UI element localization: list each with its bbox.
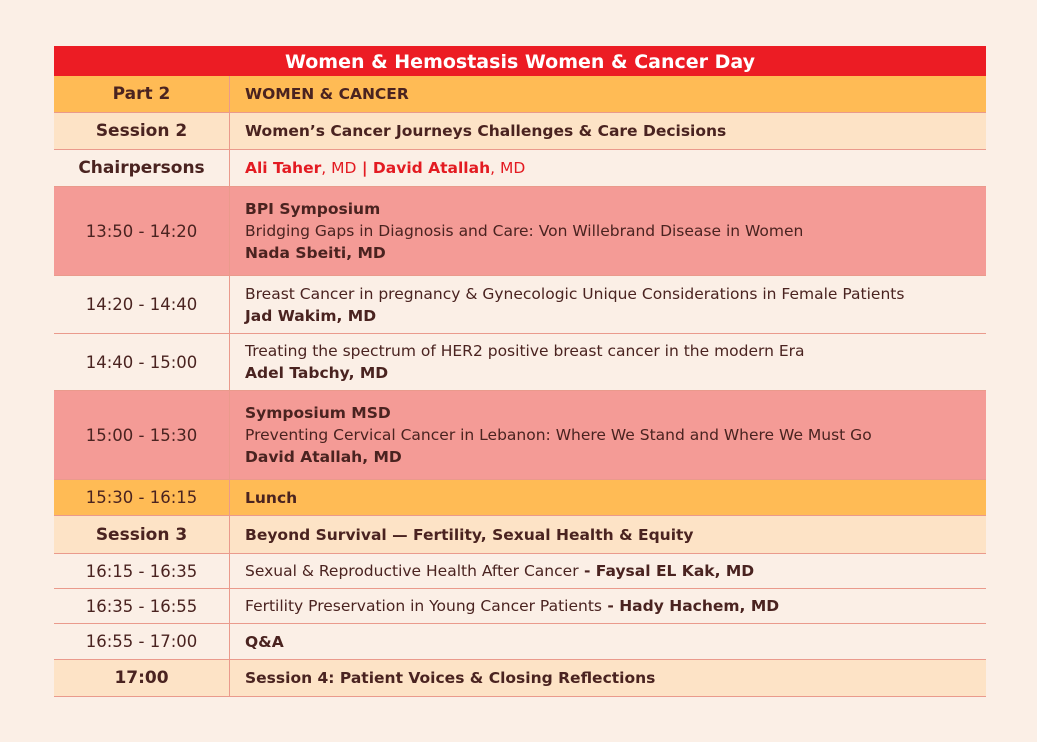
session-3-title: Beyond Survival — Fertility, Sexual Health & Equity xyxy=(245,525,694,544)
session-4-time: 17:00 xyxy=(54,660,230,696)
slot-row-6 xyxy=(54,589,986,624)
chairperson-separator: | xyxy=(356,159,373,177)
slot-row-1 xyxy=(54,187,986,276)
session-3-label: Session 3 xyxy=(54,516,230,553)
slot-6-speaker: - Hady Hachem, MD xyxy=(601,597,780,615)
slot-3-speaker: Adel Tabchy, MD xyxy=(245,364,389,382)
slot-4-topic: Preventing Cervical Cancer in Lebanon: Where We Stand and Where We Must Go xyxy=(245,426,872,444)
slot-1-speaker: Nada Sbeiti, MD xyxy=(245,244,386,262)
slot-5-time: 16:15 - 16:35 xyxy=(54,554,230,588)
slot-6-time: 16:35 - 16:55 xyxy=(54,589,230,623)
slot-4-heading: Symposium MSD xyxy=(245,404,391,422)
slot-3-topic: Treating the spectrum of HER2 positive breast cancer in the modern Era xyxy=(245,342,805,360)
slot-4-content xyxy=(230,391,986,479)
chairperson-1: Ali Taher xyxy=(245,159,322,177)
part-row xyxy=(54,76,986,113)
slot-2-speaker: Jad Wakim, MD xyxy=(245,306,377,325)
slot-1-content xyxy=(230,187,986,275)
lunch-row xyxy=(54,480,986,516)
slot-2-content xyxy=(230,276,986,333)
slot-7-time: 16:55 - 17:00 xyxy=(54,624,230,659)
part-label: Part 2 xyxy=(54,76,230,112)
slot-1-topic: Bridging Gaps in Diagnosis and Care: Von Willebrand Disease in Women xyxy=(245,222,804,240)
lunch-label: Lunch xyxy=(245,488,298,507)
session-4-row xyxy=(54,660,986,697)
slot-5-content xyxy=(230,554,986,588)
slot-5-speaker: - Faysal EL Kak, MD xyxy=(578,562,755,580)
slot-6-topic: Fertility Preservation in Young Cancer Patients xyxy=(245,597,602,615)
slot-2-time: 14:20 - 14:40 xyxy=(54,276,230,333)
session-2-row xyxy=(54,113,986,150)
slot-4-time: 15:00 - 15:30 xyxy=(54,391,230,479)
chairperson-1-md: , MD xyxy=(321,159,357,177)
program-table xyxy=(54,46,986,697)
qa-label: Q&A xyxy=(245,632,284,651)
chairperson-2-md: , MD xyxy=(490,159,526,177)
chairperson-2: David Atallah xyxy=(372,159,491,177)
part-content: WOMEN & CANCER xyxy=(245,85,409,103)
slot-5-topic: Sexual & Reproductive Health After Cancer xyxy=(245,562,579,580)
slot-2-topic: Breast Cancer in pregnancy & Gynecologic Unique Considerations in Female Patients xyxy=(245,284,905,303)
slot-row-5 xyxy=(54,554,986,589)
slot-row-4 xyxy=(54,391,986,480)
slot-3-time: 14:40 - 15:00 xyxy=(54,334,230,390)
session-3-row xyxy=(54,516,986,554)
chairpersons-label: Chairpersons xyxy=(54,150,230,186)
slot-3-content xyxy=(230,334,986,390)
program-title: Women & Hemostasis Women & Cancer Day xyxy=(54,46,986,76)
slot-1-heading: BPI Symposium xyxy=(245,200,381,218)
chairpersons-content xyxy=(230,150,986,186)
slot-6-content xyxy=(230,589,986,623)
slot-4-speaker: David Atallah, MD xyxy=(245,448,402,466)
session-4-title: Session 4: Patient Voices & Closing Reflections xyxy=(245,669,656,687)
session-2-title: Women’s Cancer Journeys Challenges & Care Decisions xyxy=(245,122,727,140)
slot-1-time: 13:50 - 14:20 xyxy=(54,187,230,275)
lunch-time: 15:30 - 16:15 xyxy=(54,480,230,515)
session-2-label: Session 2 xyxy=(54,113,230,149)
slot-row-2 xyxy=(54,276,986,334)
chairpersons-row xyxy=(54,150,986,187)
slot-row-3 xyxy=(54,334,986,391)
slot-row-7 xyxy=(54,624,986,660)
